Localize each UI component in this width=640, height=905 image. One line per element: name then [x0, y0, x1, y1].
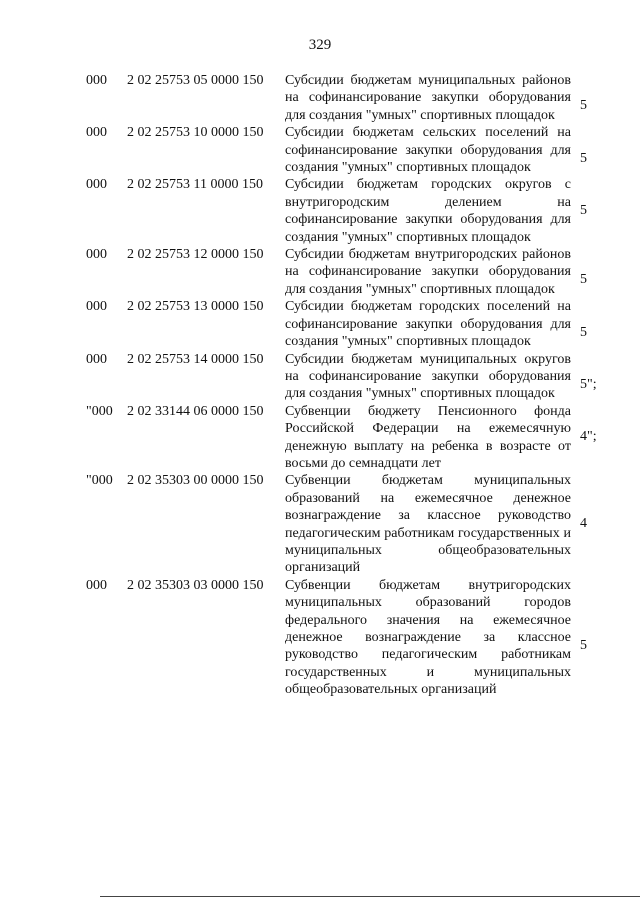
admin-code: 000	[86, 299, 107, 315]
table-row	[86, 472, 606, 576]
admin-code: 000	[86, 351, 107, 367]
admin-code: "000	[86, 403, 113, 419]
income-description: Субсидии бюджетам сельских поселений на софинансирование закупки оборудования для создания "умных" спортивных площадок	[285, 125, 571, 176]
budget-code-table	[86, 72, 606, 699]
norm-value: 5	[580, 202, 587, 218]
admin-code: 000	[86, 73, 107, 88]
income-description: Субсидии бюджетам внутригородских районов на софинансирование закупки оборудования для создания "умных" спортивных площадок	[285, 247, 571, 297]
kbk-code: 2 02 25753 11 0000 150	[127, 177, 263, 193]
kbk-code: 2 02 35303 00 0000 150	[127, 473, 264, 489]
norm-value: 5	[580, 98, 587, 114]
table-row	[86, 246, 606, 298]
admin-code: 000	[86, 177, 107, 193]
bottom-rule	[100, 896, 640, 897]
kbk-code: 2 02 35303 03 0000 150	[127, 577, 264, 593]
kbk-code: 2 02 25753 13 0000 150	[127, 299, 264, 315]
income-description: Субвенции бюджетам внутригородских муниципальных образований городов федерального значения на ежемесячное денежное вознаграждение за классное руководство педагогическим работникам государственных и муниципальных общеобразовательных организаций	[285, 577, 571, 698]
income-description: Субсидии бюджетам городских округов с внутригородским делением на софинансирование закупки оборудования для создания "умных" спортивных площадок	[285, 177, 571, 245]
norm-value: 4	[580, 516, 587, 532]
income-description: Субсидии бюджетам городских поселений на софинансирование закупки оборудования для создания "умных" спортивных площадок	[285, 299, 571, 350]
norm-value: 5	[580, 637, 587, 653]
norm-value: 5";	[580, 376, 597, 392]
kbk-code: 2 02 25753 10 0000 150	[127, 125, 264, 141]
norm-value: 5	[580, 272, 587, 288]
kbk-code: 2 02 25753 14 0000 150	[127, 351, 264, 367]
table-row	[86, 124, 606, 176]
table-row	[86, 298, 606, 350]
admin-code: 000	[86, 577, 107, 593]
page-number: 329	[308, 37, 332, 53]
income-description: Субсидии бюджетам муниципальных районов на софинансирование закупки оборудования для создания "умных" спортивных площадок	[285, 73, 571, 123]
admin-code: 000	[86, 247, 107, 263]
income-description: Субвенции бюджету Пенсионного фонда Российской Федерации на ежемесячную денежную выплату на ребенка в возрасте от восьми до семнадцати лет	[285, 403, 571, 471]
table-row	[86, 403, 606, 473]
kbk-code: 2 02 25753 05 0000 150	[127, 73, 264, 88]
table-row	[86, 176, 606, 246]
admin-code: "000	[86, 473, 113, 489]
table-row	[86, 351, 606, 403]
admin-code: 000	[86, 125, 107, 141]
norm-value: 5	[580, 324, 587, 340]
kbk-code: 2 02 25753 12 0000 150	[127, 247, 264, 263]
table-row	[86, 72, 606, 124]
kbk-code: 2 02 33144 06 0000 150	[127, 403, 264, 419]
norm-value: 4";	[580, 429, 597, 445]
norm-value: 5	[580, 150, 587, 166]
income-description: Субсидии бюджетам муниципальных округов на софинансирование закупки оборудования для создания "умных" спортивных площадок	[285, 351, 571, 402]
income-description: Субвенции бюджетам муниципальных образований на ежемесячное денежное вознаграждение за классное руководство педагогическим работникам государственных и муниципальных общеобразовательных организаций	[285, 473, 571, 576]
table-row	[86, 577, 606, 699]
